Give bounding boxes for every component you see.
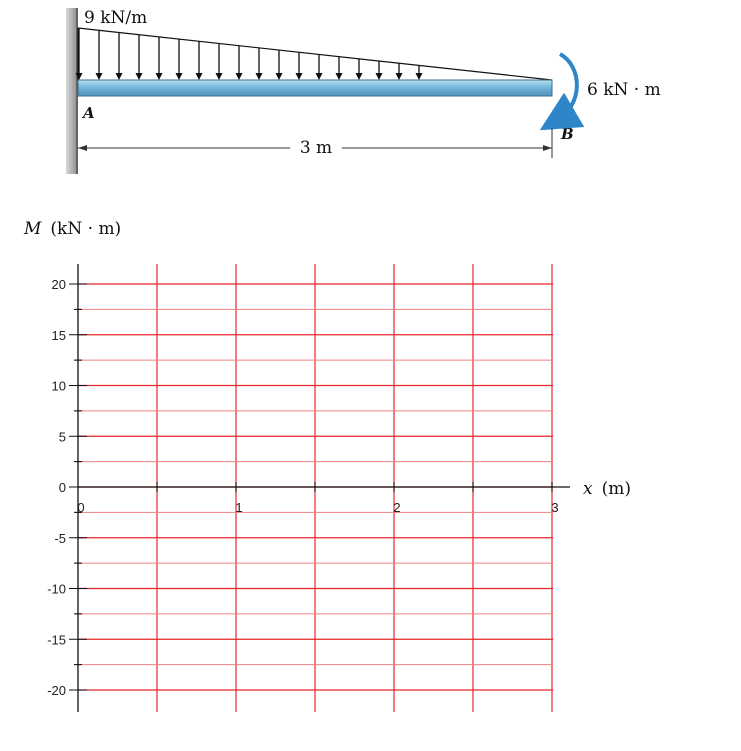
x-tick-label: 1: [235, 500, 243, 515]
load-arrows: [76, 28, 423, 80]
load-arrow: [416, 65, 423, 80]
distributed-load: [76, 28, 553, 80]
load-arrow: [216, 43, 223, 80]
x-axis-title-var: x: [583, 479, 593, 499]
y-axis-title-var: M: [24, 219, 42, 239]
y-tick-label: 20: [51, 277, 66, 292]
load-arrow: [176, 39, 183, 80]
load-arrow: [376, 61, 383, 80]
y-axis-title: [23, 219, 121, 239]
load-arrow: [236, 46, 243, 80]
span-label: 3 m: [299, 138, 333, 158]
y-tick-label: -5: [54, 530, 66, 546]
load-arrow: [196, 41, 203, 80]
y-tick-label: -10: [47, 581, 66, 597]
point-b-label: B: [561, 125, 574, 143]
load-arrow: [356, 59, 363, 80]
y-tick-label: -15: [47, 632, 66, 648]
load-arrow: [96, 30, 103, 80]
fixed-wall: [66, 8, 78, 174]
load-arrow: [256, 48, 263, 80]
x-tick-label: 3: [551, 500, 559, 515]
load-label: 9 kN/m: [84, 8, 148, 28]
y-tick-label: 5: [58, 429, 66, 445]
point-a-label: A: [83, 104, 95, 122]
x-axis-title-unit: (m): [601, 479, 631, 499]
load-arrow: [136, 35, 143, 80]
load-arrow: [276, 50, 283, 80]
load-arrow: [296, 52, 303, 80]
x-tick-label: 2: [393, 500, 401, 515]
y-tick-label: 15: [51, 327, 66, 343]
y-tick-label: 10: [51, 378, 66, 394]
beam: [78, 80, 552, 96]
moment-label: 6 kN · m: [587, 80, 661, 100]
load-arrow: [156, 37, 163, 80]
moment-chart: [23, 219, 631, 712]
beam-figure: [66, 8, 661, 174]
x-tick-label: 0: [77, 500, 85, 515]
load-arrow: [336, 57, 343, 80]
y-axis-title-unit: (kN · m): [50, 219, 122, 239]
y-tick-label: -20: [47, 683, 66, 698]
load-arrow: [396, 63, 403, 80]
span-dimension: [78, 128, 552, 158]
y-tick-label: 0: [58, 480, 66, 495]
chart-axes: [69, 264, 570, 712]
load-arrow: [116, 32, 123, 80]
load-arrow: [316, 54, 323, 80]
moment-arrow-icon: [557, 54, 577, 120]
x-axis-title: [583, 479, 631, 499]
